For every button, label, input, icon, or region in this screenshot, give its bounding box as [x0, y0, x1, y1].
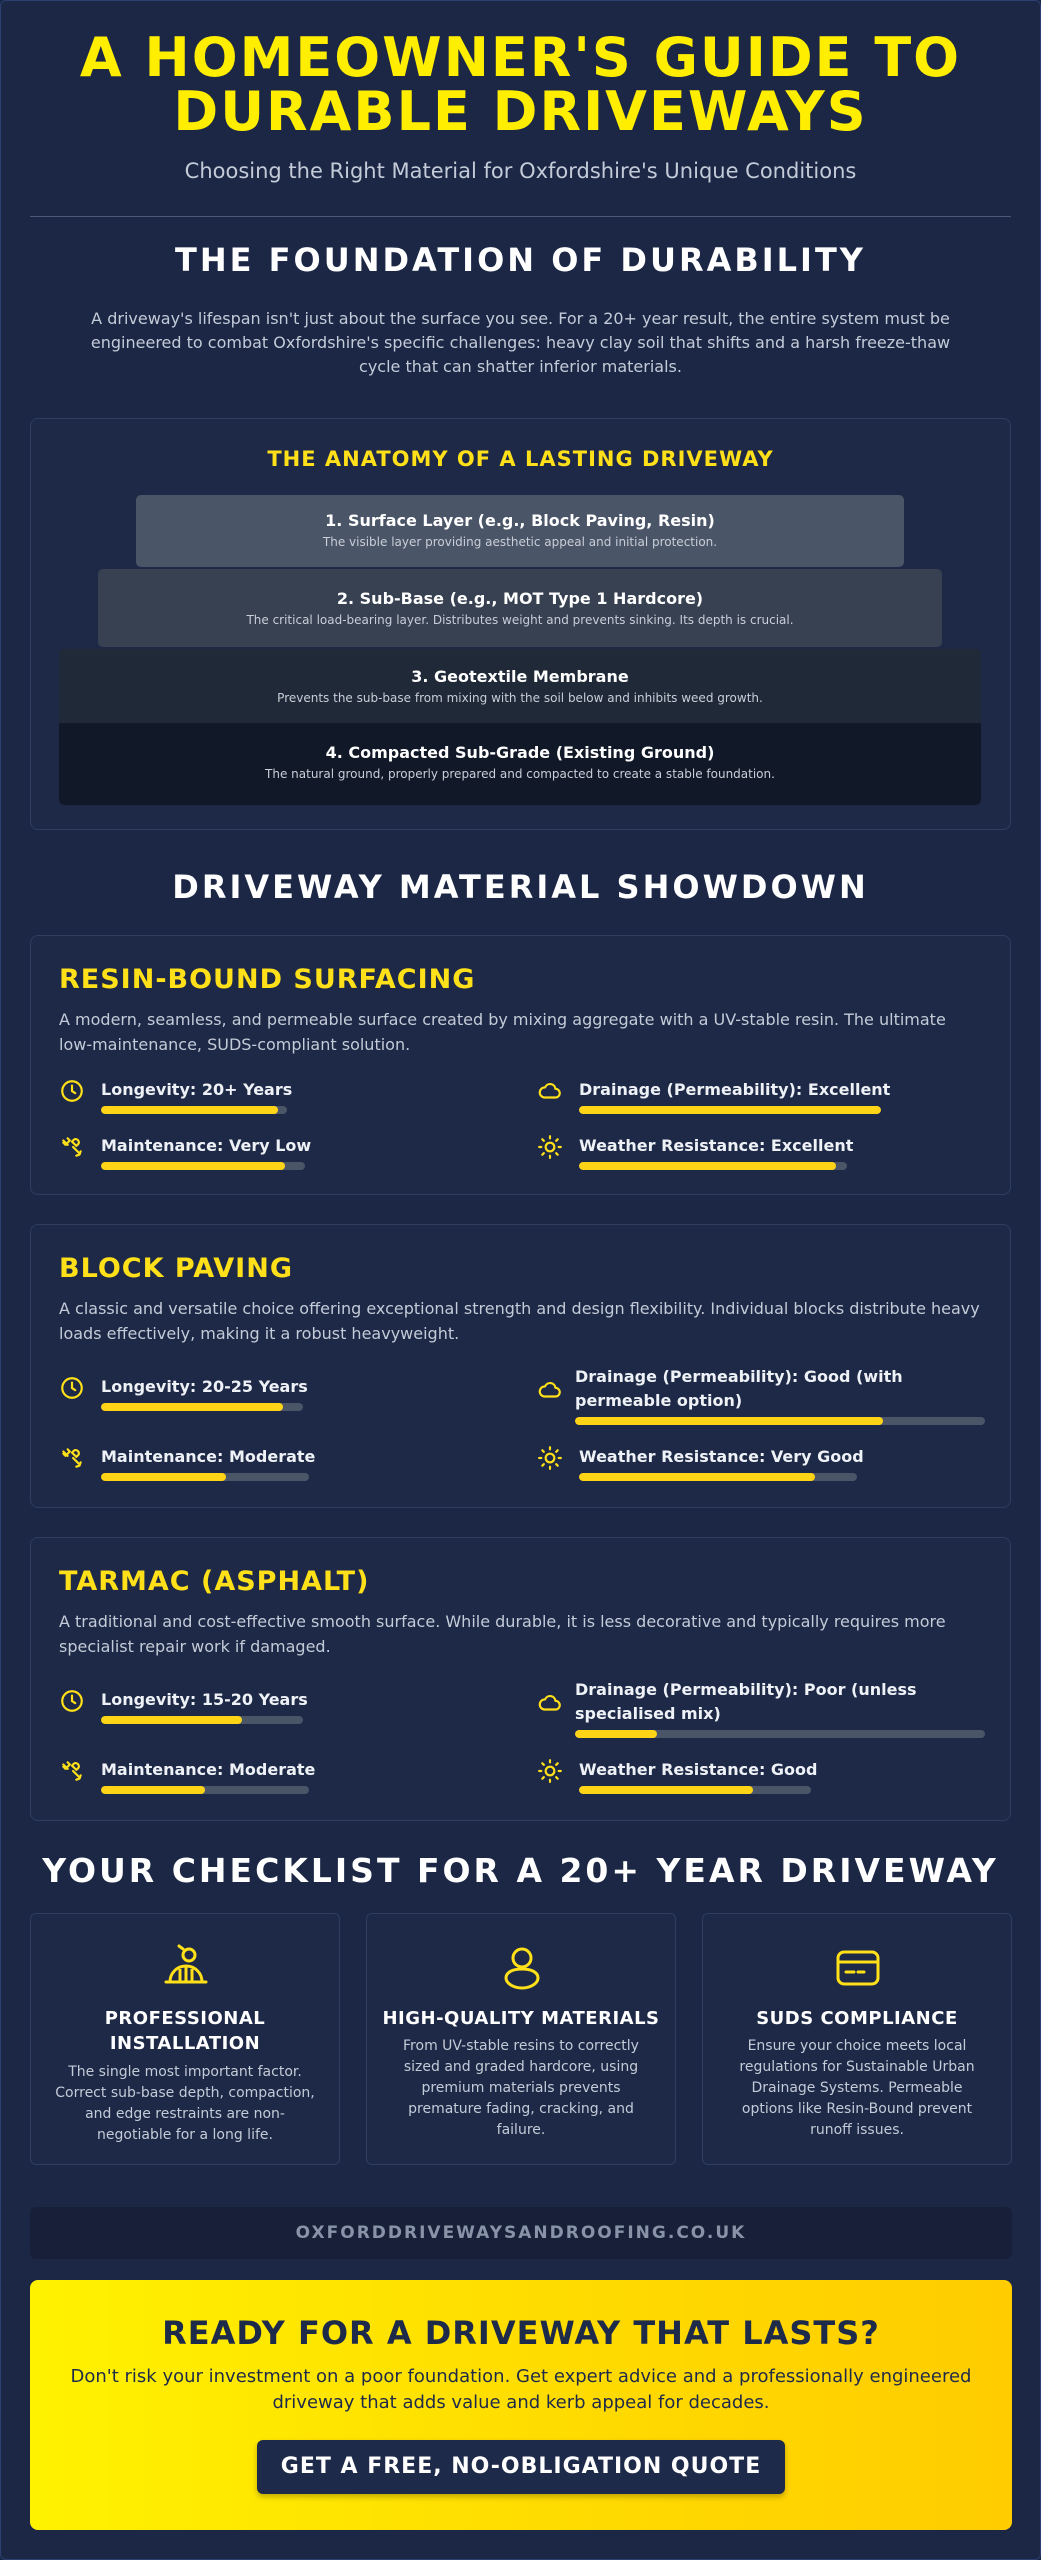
checklist-card-materials: [366, 1913, 676, 2165]
tools-icon: [59, 1758, 85, 1784]
stat-bar: [101, 1162, 305, 1170]
stat-bar: [579, 1473, 857, 1481]
stat-bar-fill: [579, 1473, 815, 1481]
layer-desc: The natural ground, properly prepared and compacted to create a stable foundation.: [265, 767, 775, 781]
website-link[interactable]: OXFORDDRIVEWAYSANDROOFING.CO.UK: [30, 2207, 1012, 2259]
sun-icon: [537, 1758, 563, 1784]
stat-label-line1: Drainage (Permeability): Poor (unless: [575, 1680, 917, 1699]
clock-icon: [59, 1688, 85, 1714]
clock-icon: [59, 1375, 85, 1401]
material-desc: A modern, seamless, and permeable surface created by mixing aggregate with a UV-stable resin. The ultimate low-maintenance, SUDS-compliant solution.: [59, 1010, 946, 1054]
layer-sub-base: [98, 569, 942, 647]
layer-desc: The critical load-bearing layer. Distributes weight and prevents sinking. Its depth is crucial.: [246, 613, 794, 627]
stat-label: Longevity: 15-20 Years: [101, 1690, 308, 1709]
stat-drainage: [537, 1678, 987, 1738]
material-desc: A traditional and cost-effective smooth surface. While durable, it is less decorative and typically requires more specialist repair work if damaged.: [59, 1612, 946, 1656]
stat-label: Maintenance: Very Low: [101, 1136, 312, 1155]
layer-title: 4. Compacted Sub-Grade (Existing Ground): [325, 743, 715, 762]
stat-bar: [101, 1786, 309, 1794]
stat-bar: [579, 1106, 881, 1114]
stat-longevity: [59, 1078, 319, 1112]
stat-label: Weather Resistance: Very Good: [579, 1447, 864, 1466]
checklist-card-desc: Ensure your choice meets local regulations for Sustainable Urban Drainage Systems. Permeable options like Resin-Bound prevent runoff issues.: [739, 2038, 975, 2138]
user-badge-icon: [492, 1938, 552, 1998]
anatomy-panel: [30, 418, 1011, 830]
stat-bar: [575, 1730, 985, 1738]
hard-hat-icon: [156, 1938, 216, 1998]
page-title-line2: DURABLE DRIVEWAYS: [173, 80, 868, 143]
page-title: [30, 1, 1011, 143]
compliance-card-icon: [828, 1938, 888, 1998]
stat-label-line2: specialised mix): [575, 1704, 721, 1723]
page-subtitle: Choosing the Right Material for Oxfordshire's Unique Conditions: [184, 159, 857, 183]
material-card-tarmac: [30, 1537, 1011, 1821]
stat-weather: [537, 1445, 957, 1479]
material-title: TARMAC (ASPHALT): [59, 1566, 370, 1597]
stat-bar-fill: [575, 1730, 657, 1738]
foundation-intro: A driveway's lifespan isn't just about the surface you see. For a 20+ year result, the entire system must be engineered to combat Oxfordshire's specific challenges: heavy clay soil that shifts and a harsh freeze-thaw cycle that can shatter inferior materials.: [90, 309, 951, 376]
stat-bar-fill: [579, 1106, 881, 1114]
checklist-card-suds: [702, 1913, 1012, 2165]
tools-icon: [59, 1134, 85, 1160]
checklist-card-title: HIGH-QUALITY MATERIALS: [382, 2008, 660, 2029]
stat-label: Maintenance: Moderate: [101, 1447, 316, 1466]
stat-label-line1: Drainage (Permeability): Good (with: [575, 1367, 903, 1386]
stat-bar-fill: [579, 1162, 836, 1170]
sun-icon: [537, 1134, 563, 1160]
layer-geotextile: [59, 649, 981, 723]
layer-sub-grade: [59, 723, 981, 805]
stat-label: [575, 1365, 903, 1413]
cloud-icon: [537, 1690, 563, 1716]
material-card-resin: [30, 935, 1011, 1195]
cloud-icon: [537, 1078, 563, 1104]
stat-bar-fill: [101, 1403, 283, 1411]
stat-maintenance: [59, 1445, 319, 1479]
stat-label: Longevity: 20+ Years: [101, 1080, 293, 1099]
stat-label-line2: permeable option): [575, 1391, 743, 1410]
stat-label: Weather Resistance: Excellent: [579, 1136, 854, 1155]
clock-icon: [59, 1078, 85, 1104]
stat-bar: [101, 1106, 287, 1114]
stat-maintenance: [59, 1134, 319, 1168]
stat-bar: [101, 1716, 303, 1724]
stat-bar: [575, 1417, 985, 1425]
layer-title: 2. Sub-Base (e.g., MOT Type 1 Hardcore): [336, 589, 704, 608]
stat-label: Longevity: 20-25 Years: [101, 1377, 308, 1396]
card-title-line1: PROFESSIONAL: [104, 2008, 266, 2029]
stat-weather: [537, 1134, 957, 1168]
showdown-title: DRIVEWAY MATERIAL SHOWDOWN: [172, 868, 869, 906]
layer-title: 1. Surface Layer (e.g., Block Paving, Resin): [325, 511, 715, 530]
checklist-card-desc: The single most important factor. Correct sub-base depth, compaction, and edge restraints are non-negotiable for a long life.: [55, 2064, 315, 2143]
layer-title: 3. Geotextile Membrane: [411, 667, 629, 686]
material-desc: A classic and versatile choice offering exceptional strength and design flexibility. Individual blocks distribute heavy loads effectively, making it a robust heavyweight.: [59, 1299, 980, 1343]
stat-maintenance: [59, 1758, 319, 1792]
stat-label: Weather Resistance: Good: [579, 1760, 818, 1779]
stat-bar-fill: [101, 1786, 205, 1794]
checklist-card-installation: [30, 1913, 340, 2165]
material-title: BLOCK PAVING: [59, 1253, 293, 1284]
cta-title: READY FOR A DRIVEWAY THAT LASTS?: [162, 2314, 880, 2352]
page-title-line1: A HOMEOWNER'S GUIDE TO: [79, 26, 962, 89]
layer-desc: The visible layer providing aesthetic appeal and initial protection.: [322, 535, 718, 549]
stat-bar-fill: [575, 1417, 883, 1425]
checklist-grid: [30, 1913, 1012, 2165]
tools-icon: [59, 1445, 85, 1471]
stat-drainage: [537, 1365, 987, 1425]
cloud-icon: [537, 1377, 563, 1403]
sun-icon: [537, 1445, 563, 1471]
checklist-card-title: [41, 2006, 329, 2056]
stat-longevity: [59, 1375, 319, 1409]
stat-drainage: [537, 1078, 957, 1112]
stat-label: Drainage (Permeability): Excellent: [579, 1080, 891, 1099]
card-title-line2: INSTALLATION: [109, 2033, 261, 2054]
stat-bar: [579, 1786, 811, 1794]
checklist-card-desc: From UV-stable resins to correctly sized and graded hardcore, using premium materials prevents premature fading, cracking, and failure.: [403, 2038, 639, 2138]
stat-bar-fill: [101, 1106, 278, 1114]
anatomy-title: THE ANATOMY OF A LASTING DRIVEWAY: [267, 447, 774, 471]
stat-longevity: [59, 1688, 319, 1722]
header-divider: [30, 216, 1011, 217]
stat-label: [575, 1678, 917, 1726]
stat-bar-fill: [579, 1786, 753, 1794]
stat-bar-fill: [101, 1162, 285, 1170]
cta-banner: [30, 2280, 1012, 2530]
layer-surface: [136, 495, 904, 567]
cta-text: Don't risk your investment on a poor foundation. Get expert advice and a professionally engineered driveway that adds value and kerb appeal for decades.: [70, 2366, 972, 2413]
layer-desc: Prevents the sub-base from mixing with the soil below and inhibits weed growth.: [277, 691, 763, 705]
checklist-card-title: SUDS COMPLIANCE: [756, 2008, 958, 2029]
stat-bar-fill: [101, 1473, 226, 1481]
checklist-title: YOUR CHECKLIST FOR A 20+ YEAR DRIVEWAY: [42, 1851, 999, 1890]
stat-bar-fill: [101, 1716, 242, 1724]
foundation-title: THE FOUNDATION OF DURABILITY: [175, 241, 866, 279]
stat-weather: [537, 1758, 957, 1792]
get-quote-button[interactable]: GET A FREE, NO-OBLIGATION QUOTE: [257, 2440, 785, 2494]
material-card-block-paving: [30, 1224, 1011, 1508]
stat-label: Maintenance: Moderate: [101, 1760, 316, 1779]
stat-bar: [101, 1473, 309, 1481]
stat-bar: [101, 1403, 303, 1411]
stat-bar: [579, 1162, 847, 1170]
material-title: RESIN-BOUND SURFACING: [59, 964, 476, 995]
